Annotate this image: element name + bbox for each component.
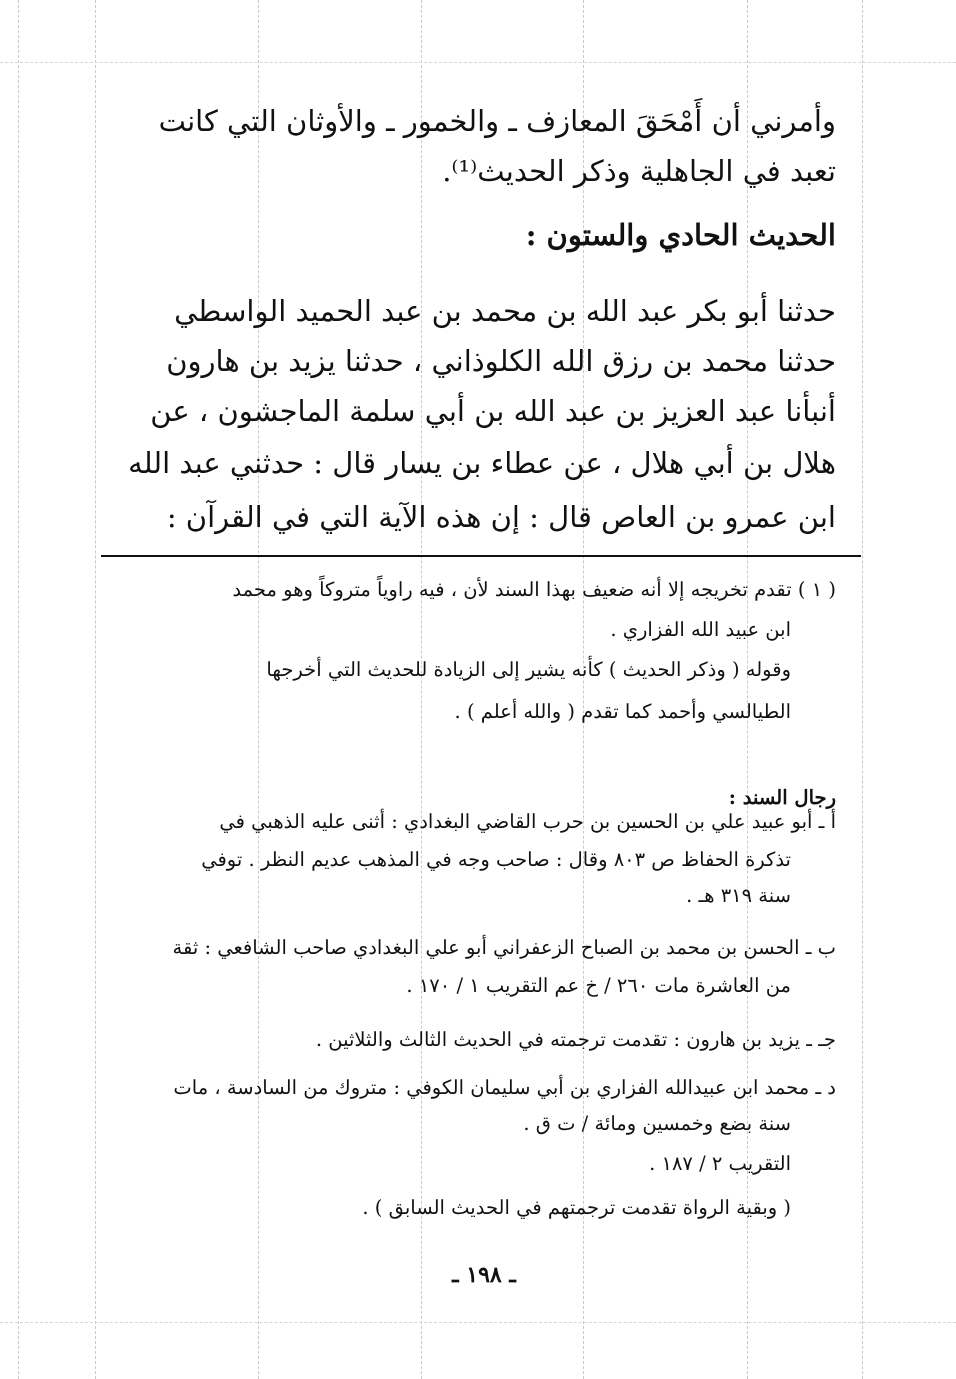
main-text-line: ابن عمرو بن العاص قال : إن هذه الآية التي في القرآن :	[166, 500, 836, 534]
hadith-heading: الحديث الحادي والستون :	[525, 218, 836, 252]
guide-line	[862, 0, 863, 1379]
guide-line	[95, 0, 96, 1379]
main-text-line: هلال بن أبي هلال ، عن عطاء بن يسار قال : حدثني عبد الله	[128, 446, 836, 480]
footnote-line: ( ١ ) تقدم تخريجه إلا أنه ضعيف بهذا السند لأن ، فيه راوياً متروكاً وهو محمد	[232, 578, 836, 601]
narrator-entry-line: أ ـ أبو عبيد علي بن الحسين بن حرب القاضي البغدادي : أثنى عليه الذهبي في	[219, 810, 836, 833]
main-text-line: تعبد في الجاهلية وذكر الحديث⁽¹⁾.	[442, 154, 836, 188]
guide-line	[0, 62, 956, 63]
narrator-entry-line: سنة ٣١٩ هـ .	[686, 884, 791, 907]
main-text-line: حدثنا محمد بن رزق الله الكلوذاني ، حدثنا يزيد بن هارون	[166, 344, 836, 378]
narrator-entry-line: تذكرة الحفاظ ص ٨٠٣ وقال : صاحب وجه في المذهب عديم النظر . توفي	[201, 848, 791, 871]
narrator-entry-line: التقريب ٢ / ١٨٧ .	[649, 1152, 791, 1175]
narrator-entry-line: د ـ محمد ابن عبيدالله الفزاري بن أبي سليمان الكوفي : متروك من السادسة ، مات	[173, 1076, 836, 1099]
footnote-line: الطيالسي وأحمد كما تقدم ( والله أعلم ) .	[454, 700, 791, 723]
footnote-separator	[101, 555, 861, 557]
main-text-line: أنبأنا عبد العزيز بن عبد الله بن أبي سلمة الماجشون ، عن	[150, 394, 836, 428]
page-number: ـ ١٩٨ ـ	[452, 1262, 516, 1288]
narrator-entry-line: من العاشرة مات ٢٦٠ / خ عم التقريب ١ / ١٧٠ .	[406, 974, 791, 997]
rijal-label: رجال السند :	[728, 786, 836, 809]
narrator-entry-line: سنة بضع وخمسين ومائة / ت ق .	[523, 1112, 791, 1135]
guide-line	[18, 0, 19, 1379]
narrator-entry-line: جـ ـ يزيد بن هارون : تقدمت ترجمته في الحديث الثالث والثلاثين .	[315, 1028, 836, 1051]
main-text-line: وأمرني أن أَمْحَقَ المعازف ـ والخمور ـ والأوثان التي كانت	[158, 104, 836, 138]
narrator-entry-line: ( وبقية الرواة تقدمت ترجمتهم في الحديث السابق ) .	[362, 1196, 791, 1219]
main-text-line: حدثنا أبو بكر عبد الله بن محمد بن عبد الحميد الواسطي	[174, 294, 836, 328]
narrator-entry-line: ب ـ الحسن بن محمد بن الصباح الزعفراني أبو علي البغدادي صاحب الشافعي : ثقة	[172, 936, 836, 959]
guide-line	[0, 1322, 956, 1323]
footnote-line: ابن عبيد الله الفزاري .	[610, 618, 791, 641]
footnote-line: وقوله ( وذكر الحديث ) كأنه يشير إلى الزيادة للحديث التي أخرجها	[266, 658, 791, 681]
